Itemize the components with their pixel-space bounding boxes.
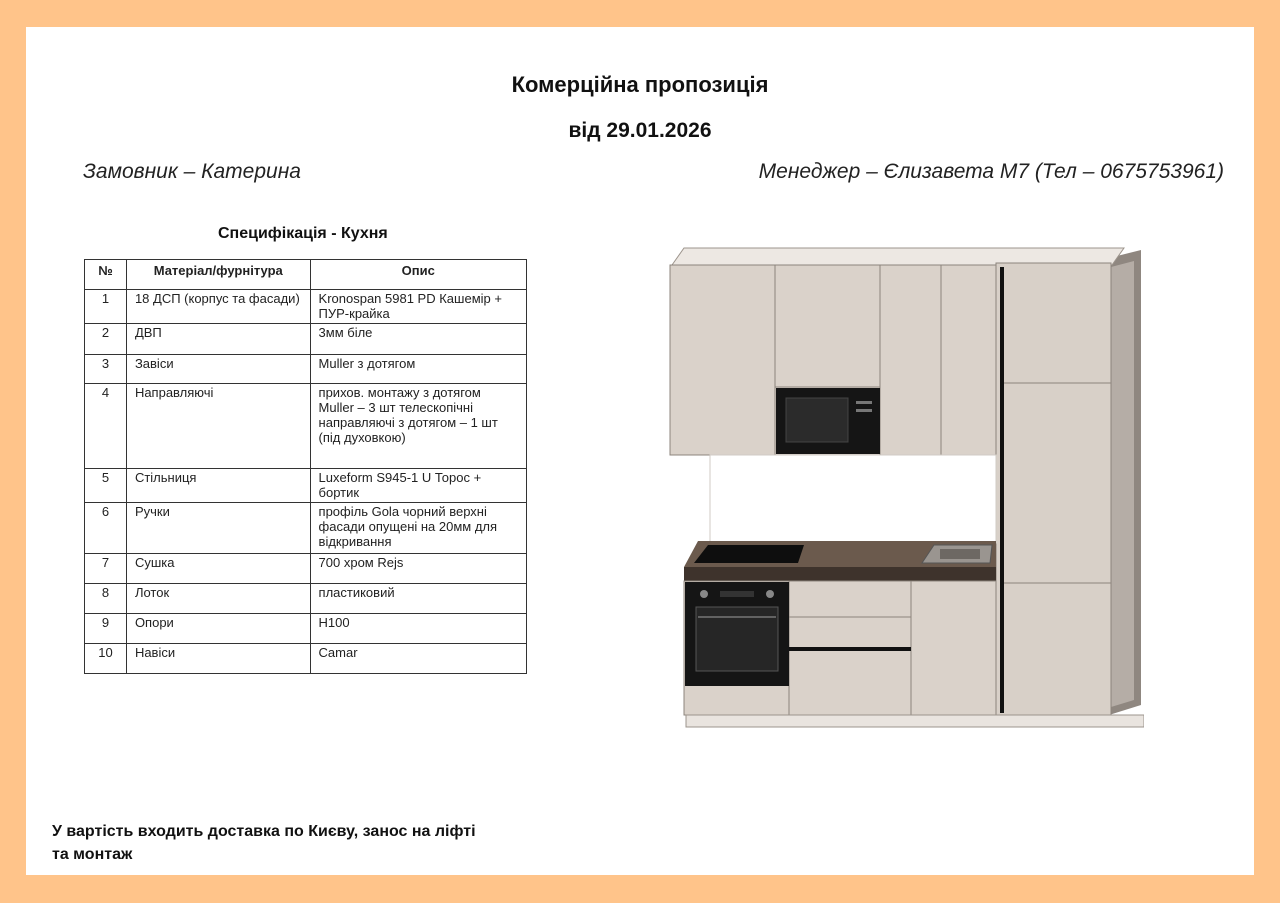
row-number: 4 bbox=[85, 384, 127, 469]
header-number: № bbox=[85, 260, 127, 290]
row-number: 5 bbox=[85, 469, 127, 503]
row-description: Luxeform S945-1 U Торос + бортик bbox=[310, 469, 526, 503]
row-material: ДВП bbox=[126, 324, 310, 355]
row-number: 3 bbox=[85, 355, 127, 384]
row-number: 8 bbox=[85, 584, 127, 614]
row-material: Стільниця bbox=[126, 469, 310, 503]
row-number: 6 bbox=[85, 503, 127, 554]
row-description: Camar bbox=[310, 644, 526, 674]
row-material: Ручки bbox=[126, 503, 310, 554]
table-row bbox=[85, 469, 527, 503]
spec-table bbox=[84, 259, 527, 674]
customer-line: Замовник – Катерина bbox=[83, 160, 301, 183]
table-row bbox=[85, 554, 527, 584]
footer-note bbox=[52, 820, 476, 866]
table-row bbox=[85, 503, 527, 554]
row-description: Kronospan 5981 PD Кашемір + ПУР-крайка bbox=[310, 290, 526, 324]
table-row bbox=[85, 290, 527, 324]
row-material: 18 ДСП (корпус та фасади) bbox=[126, 290, 310, 324]
table-row bbox=[85, 584, 527, 614]
row-number: 2 bbox=[85, 324, 127, 355]
row-material: Направляючі bbox=[126, 384, 310, 469]
row-material: Навіси bbox=[126, 644, 310, 674]
row-description: профіль Gola чорний верхні фасади опущені на 20мм для відкривання bbox=[310, 503, 526, 554]
row-description: 3мм біле bbox=[310, 324, 526, 355]
row-number: 9 bbox=[85, 614, 127, 644]
document-date: від 29.01.2026 bbox=[568, 119, 712, 142]
header-description: Опис bbox=[310, 260, 526, 290]
row-description: H100 bbox=[310, 614, 526, 644]
row-material: Сушка bbox=[126, 554, 310, 584]
table-row bbox=[85, 644, 527, 674]
document-title: Комерційна пропозиція bbox=[511, 72, 769, 97]
row-number: 10 bbox=[85, 644, 127, 674]
table-row bbox=[85, 324, 527, 355]
spec-header-row bbox=[85, 260, 527, 290]
proposal-sheet bbox=[26, 27, 1254, 875]
footer-line-2: та монтаж bbox=[52, 846, 133, 863]
row-description: 700 хром Rejs bbox=[310, 554, 526, 584]
row-material: Завіси bbox=[126, 355, 310, 384]
manager-line: Менеджер – Єлизавета М7 (Тел – 0675753961) bbox=[758, 160, 1224, 183]
row-material: Опори bbox=[126, 614, 310, 644]
row-number: 7 bbox=[85, 554, 127, 584]
table-row bbox=[85, 355, 527, 384]
row-description: пластиковий bbox=[310, 584, 526, 614]
row-description: прихов. монтажу з дотягом Muller – 3 шт телескопічні направляючі з дотягом – 1 шт (під духовкою) bbox=[310, 384, 526, 469]
spec-title: Специфікація - Кухня bbox=[218, 225, 388, 242]
table-row bbox=[85, 614, 527, 644]
header-material: Матеріал/фурнітура bbox=[126, 260, 310, 290]
row-material: Лоток bbox=[126, 584, 310, 614]
kitchen-render-image bbox=[654, 245, 1144, 735]
table-row bbox=[85, 384, 527, 469]
row-number: 1 bbox=[85, 290, 127, 324]
row-description: Muller з дотягом bbox=[310, 355, 526, 384]
footer-line-1: У вартість входить доставка по Києву, занос на ліфті bbox=[52, 823, 476, 840]
